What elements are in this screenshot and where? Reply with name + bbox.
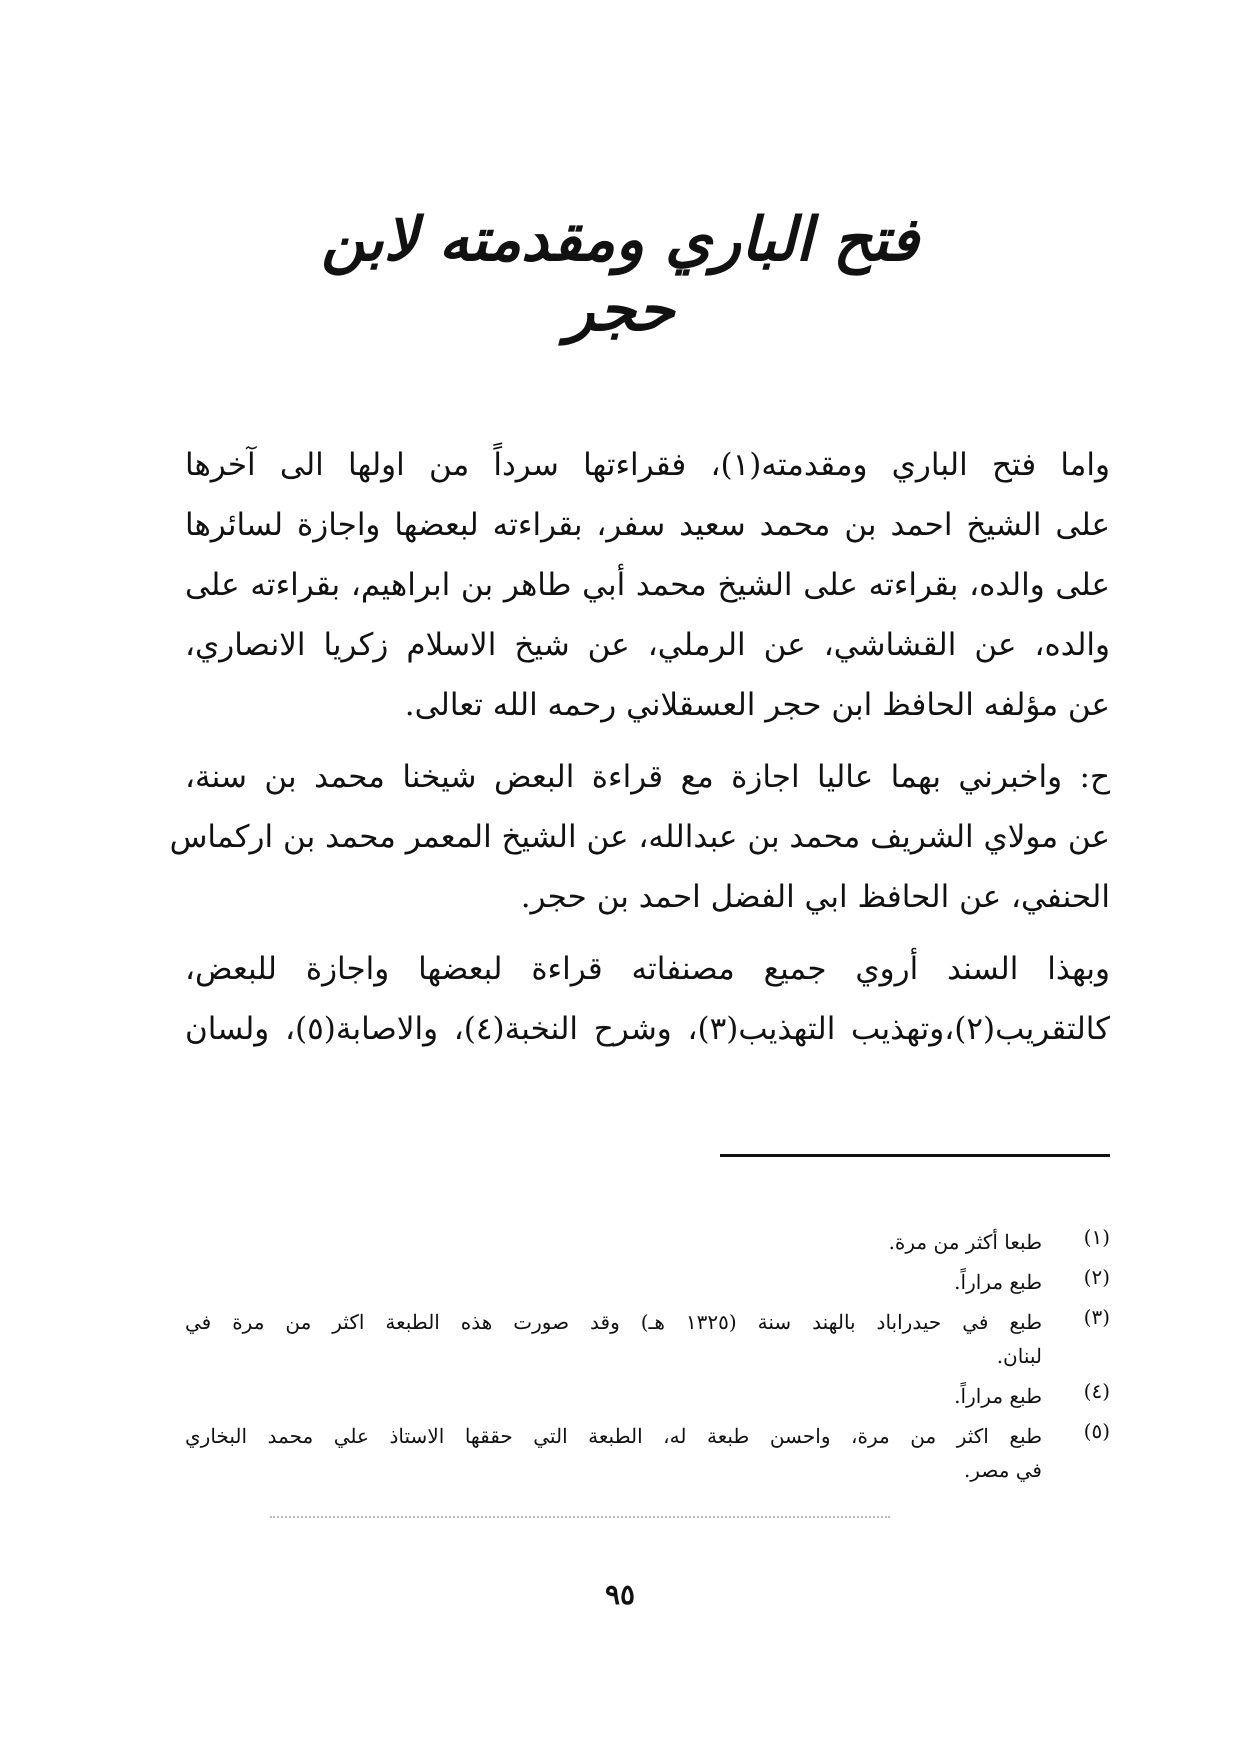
- text-line: ح: واخبرني بهما عاليا اجازة مع قراءة البعض شيخنا محمد بن سنة،: [185, 759, 1111, 795]
- footnote-number: (٤): [1083, 1379, 1110, 1403]
- text-line: وبهذا السند أروي جميع مصنفاته قراءة لبعضها واجازة للبعض،: [185, 951, 1110, 987]
- paragraph: [185, 939, 1110, 1059]
- footnote-number: (١): [1083, 1225, 1110, 1249]
- text-line: كالتقريب(٢)،وتهذيب التهذيب(٣)، وشرح النخبة(٤)، والاصابة(٥)، ولسان: [185, 1011, 1110, 1047]
- text-line: الحنفي، عن الحافظ ابي الفضل احمد بن حجر.: [520, 879, 1110, 915]
- paragraph: [185, 435, 1110, 735]
- footnote-text: طبع مراراً.: [954, 1384, 1042, 1408]
- scan-artifact-dotted-line: [270, 1516, 890, 1518]
- footnote-text: في مصر.: [963, 1458, 1042, 1482]
- text-line: على الشيخ احمد بن محمد سعيد سفر، بقراءته لبعضها واجازة لسائرها: [185, 507, 1110, 543]
- page-number: ٩٥: [604, 1578, 636, 1611]
- footnote-text: طبع اكثر من مرة، واحسن طبعة له، الطبعة التي حققها الاستاذ علي محمد البخاري: [185, 1424, 1042, 1448]
- footnote-text: طبع في حيدراباد بالهند سنة (١٣٢٥ هـ) وقد صورت هذه الطبعة اكثر من مرة في: [185, 1310, 1042, 1334]
- body-text: [169, 435, 1111, 1071]
- paragraph: [169, 747, 1111, 927]
- text-line: عن مولاي الشريف محمد بن عبدالله، عن الشيخ المعمر محمد بن اركماس: [169, 819, 1110, 855]
- footnote-text: لبنان.: [996, 1344, 1042, 1368]
- footnote: [185, 1379, 1110, 1413]
- footnote-number: (٣): [1083, 1305, 1110, 1329]
- footnote-text: طبع مراراً.: [954, 1270, 1042, 1294]
- footnote: [185, 1265, 1110, 1299]
- footnote-number: (٥): [1083, 1419, 1110, 1443]
- text-line: واما فتح الباري ومقدمته(١)، فقراءتها سرداً من اولها الى آخرها: [185, 447, 1110, 483]
- footnote-text: طبعا أكثر من مرة.: [888, 1230, 1042, 1254]
- footnote: [185, 1225, 1110, 1259]
- text-line: عن مؤلفه الحافظ ابن حجر العسقلاني رحمه الله تعالى.: [404, 687, 1110, 723]
- text-line: والده، عن القشاشي، عن الرملي، عن شيخ الاسلام زكريا الانصاري،: [185, 627, 1110, 663]
- footnotes: [185, 1225, 1110, 1493]
- footnote-separator: [720, 1154, 1110, 1157]
- footnote: [185, 1305, 1110, 1373]
- chapter-title: فتح الباري ومقدمته لابن حجر: [321, 205, 919, 345]
- footnote: [185, 1419, 1110, 1487]
- text-line: على والده، بقراءته على الشيخ محمد أبي طاهر بن ابراهيم، بقراءته على: [185, 567, 1110, 603]
- footnote-number: (٢): [1083, 1265, 1110, 1289]
